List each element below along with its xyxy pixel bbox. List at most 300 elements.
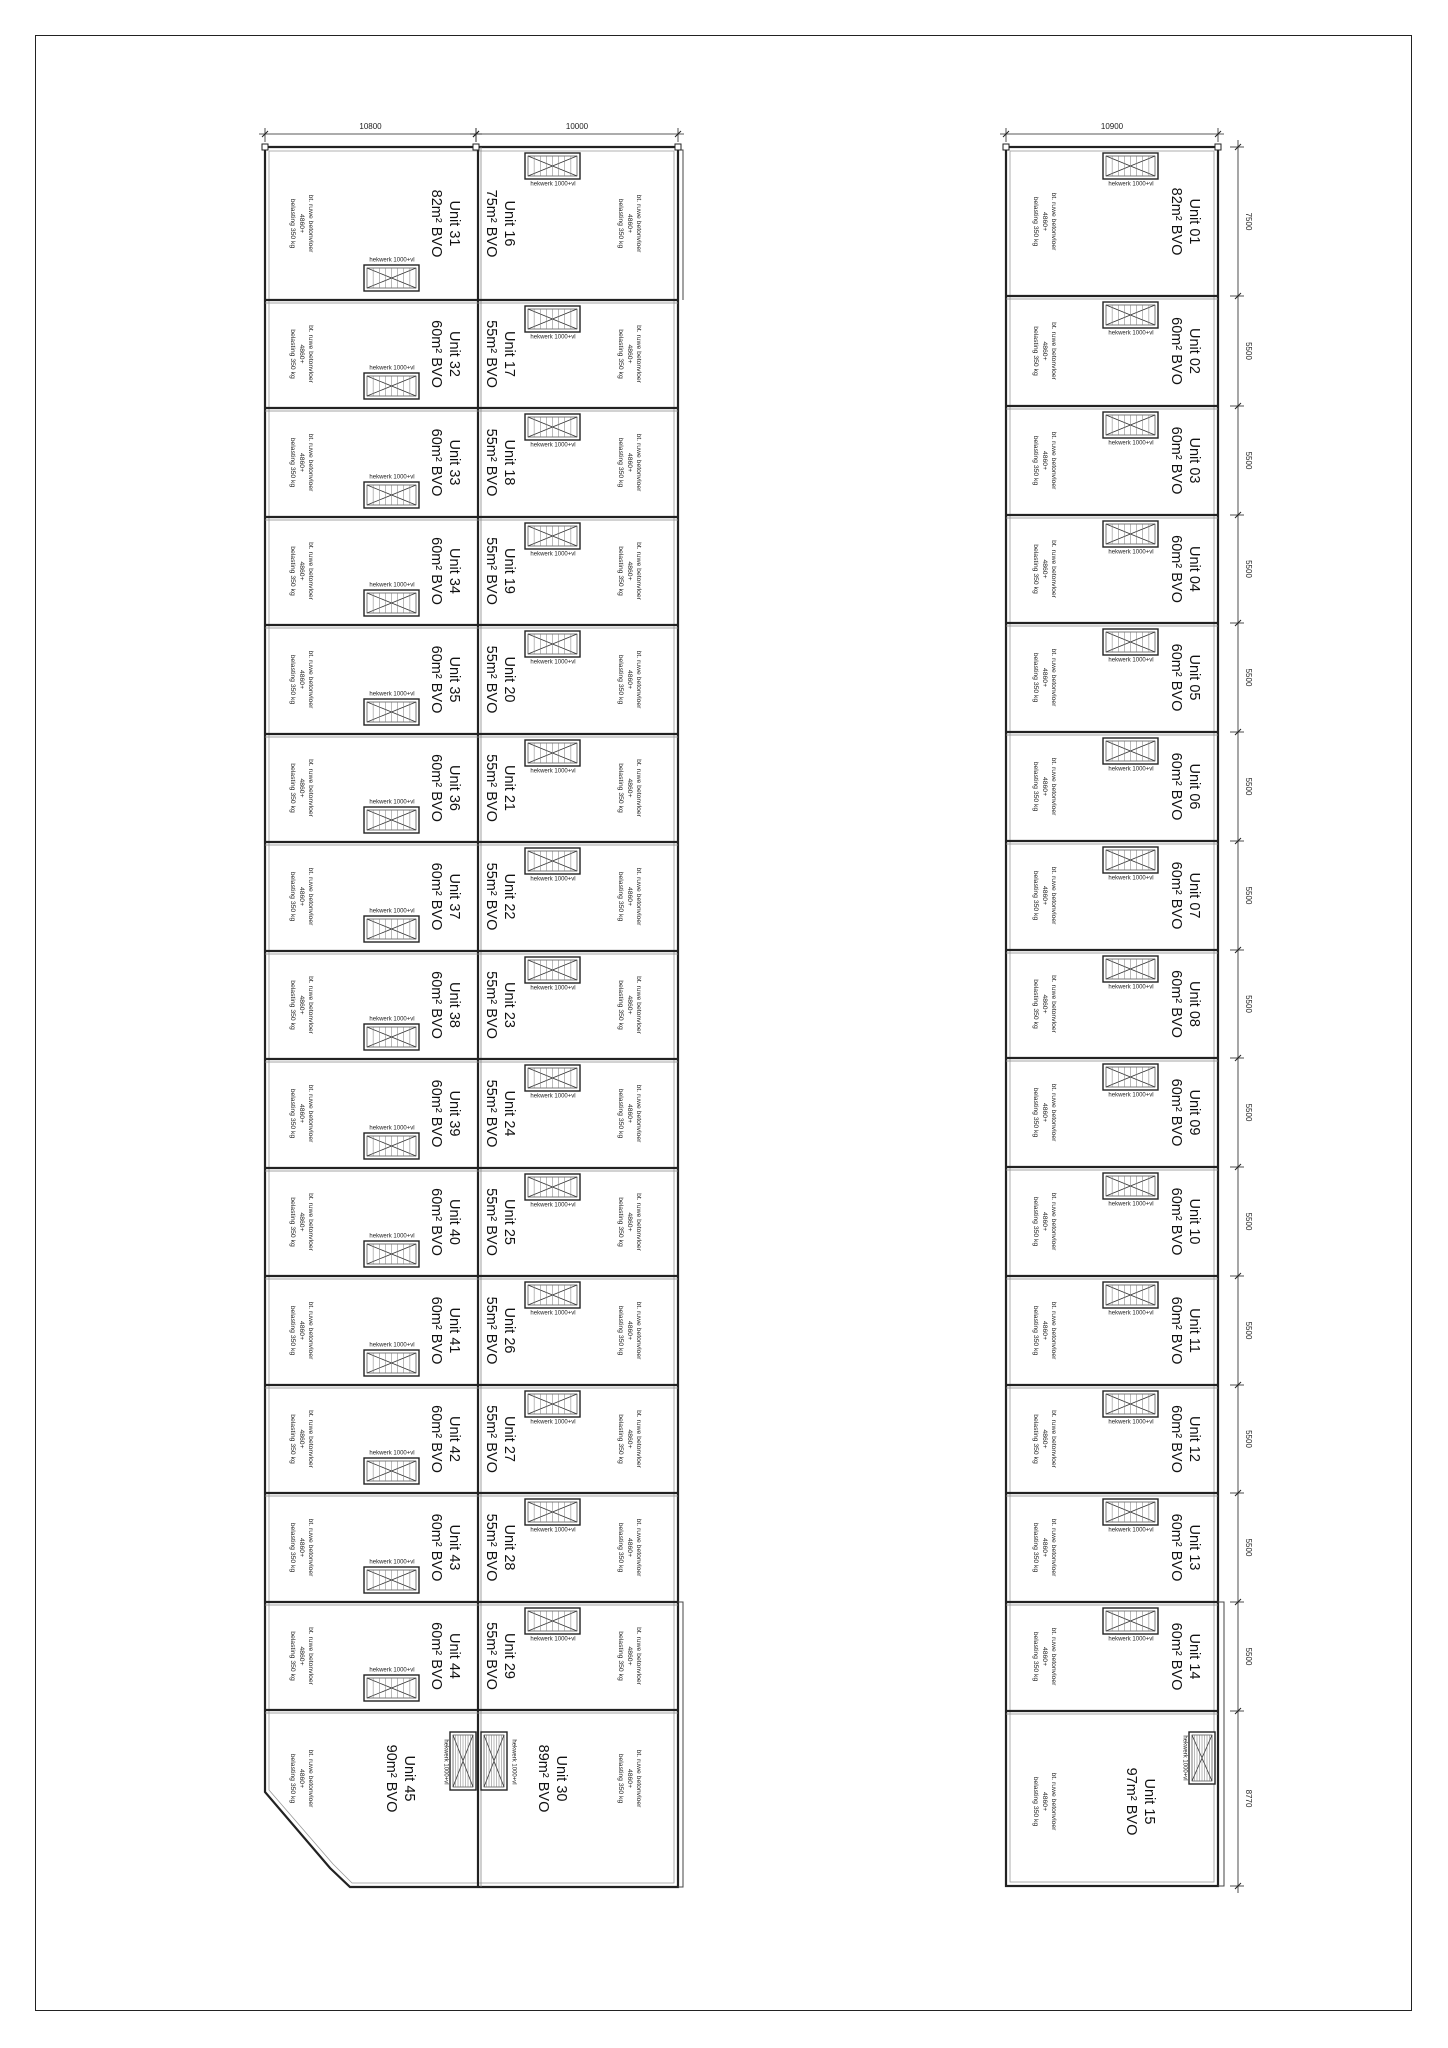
- hekwerk-hatch-08: [1103, 956, 1158, 982]
- floor-note-line: bt. ruwe betonvloer: [1050, 1518, 1058, 1577]
- floor-note-line: belasting 350 kg: [617, 1197, 625, 1247]
- unit-area: 55m² BVO: [483, 1513, 500, 1582]
- floor-note-03: [1032, 432, 1057, 491]
- unit-43: [428, 1514, 462, 1582]
- floor-note-34: [289, 542, 314, 601]
- floor-note-line: 4860+: [626, 669, 634, 690]
- floor-note-line: belasting 350 kg: [1032, 1776, 1040, 1827]
- unit-33: [428, 429, 462, 497]
- unit-name: Unit 21: [501, 765, 518, 811]
- column-marker: [1215, 144, 1221, 150]
- dim-label: 10900: [1100, 122, 1124, 131]
- unit-name: Unit 45: [401, 1755, 418, 1802]
- unit-area: 55m² BVO: [483, 862, 500, 931]
- hekwerk-hatch-37: [364, 916, 419, 942]
- hekwerk-hatch-23: [525, 957, 580, 983]
- floor-note-line: bt. ruwe betonvloer: [307, 867, 315, 926]
- hekwerk-label-06: hekwerk 1000+vl: [1108, 766, 1154, 773]
- unit-area: 60m² BVO: [1168, 426, 1185, 495]
- floor-note-line: bt. ruwe betonvloer: [635, 433, 643, 492]
- floor-note-line: bt. ruwe betonvloer: [307, 433, 315, 492]
- floor-note-line: belasting 350 kg: [289, 871, 297, 922]
- floor-note-line: belasting 350 kg: [289, 198, 297, 249]
- unit-name: Unit 44: [446, 1633, 463, 1679]
- floor-note-16: [617, 195, 642, 254]
- unit-37: [428, 863, 462, 931]
- hekwerk-hatch-32: [364, 373, 419, 399]
- floor-note-line: belasting 350 kg: [1032, 1522, 1040, 1573]
- floor-note-line: 4860+: [298, 1429, 306, 1449]
- floor-note-line: belasting 350 kg: [1032, 196, 1040, 247]
- floor-note-line: bt. ruwe betonvloer: [1050, 540, 1058, 598]
- hekwerk-label-11: hekwerk 1000+vl: [1108, 1310, 1154, 1317]
- hekwerk-hatch-38: [364, 1024, 419, 1050]
- floor-note-35: [289, 651, 314, 710]
- unit-name: Unit 04: [1186, 546, 1203, 592]
- hekwerk-hatch-15: [1189, 1732, 1215, 1784]
- hekwerk-label-33: hekwerk 1000+vl: [369, 474, 415, 481]
- unit-02: [1168, 317, 1202, 385]
- hekwerk-label-23: hekwerk 1000+vl: [530, 985, 576, 992]
- floor-note-line: 4860+: [1041, 776, 1049, 797]
- hekwerk-hatch-36: [364, 807, 419, 833]
- floor-note-line: bt. ruwe betonvloer: [307, 759, 315, 817]
- floor-note-36: [289, 759, 314, 818]
- hekwerk-label-34: hekwerk 1000+vl: [369, 582, 415, 589]
- unit-area: 55m² BVO: [483, 1188, 500, 1256]
- hekwerk-hatch-35: [364, 699, 419, 725]
- hekwerk-label-03: hekwerk 1000+vl: [1108, 440, 1154, 447]
- unit-40: [428, 1188, 462, 1256]
- unit-27: [483, 1405, 517, 1473]
- hekwerk-label-41: hekwerk 1000+vl: [369, 1342, 415, 1349]
- hekwerk-label-08: hekwerk 1000+vl: [1108, 984, 1154, 991]
- floor-note-line: belasting 350 kg: [617, 980, 625, 1030]
- unit-39: [428, 1080, 462, 1148]
- floor-note-37: [289, 868, 314, 927]
- unit-area: 55m² BVO: [483, 428, 500, 497]
- unit-name: Unit 35: [446, 656, 463, 703]
- unit-area: 60m² BVO: [428, 862, 445, 931]
- floor-note-line: bt. ruwe betonvloer: [635, 976, 643, 1034]
- floor-note-41: [289, 1302, 314, 1361]
- hekwerk-label-20: hekwerk 1000+vl: [530, 659, 576, 666]
- floor-note-line: 4860+: [626, 1646, 634, 1666]
- unit-10: [1168, 1188, 1202, 1256]
- unit-area: 60m² BVO: [1168, 317, 1185, 385]
- hekwerk-hatch-11: [1103, 1282, 1158, 1308]
- floor-note-line: belasting 350 kg: [289, 1088, 297, 1139]
- hekwerk-label-38: hekwerk 1000+vl: [369, 1016, 415, 1023]
- floor-note-line: bt. ruwe betonvloer: [1050, 1301, 1058, 1360]
- dim-label-row: 5500: [1243, 668, 1253, 687]
- floor-note-line: belasting 350 kg: [289, 1305, 297, 1356]
- dim-label: 10000: [565, 122, 589, 131]
- unit-name: Unit 05: [1186, 654, 1203, 701]
- dim-label-row: 7500: [1243, 212, 1253, 231]
- hekwerk-hatch-16: [525, 153, 580, 179]
- unit-area: 60m² BVO: [428, 428, 445, 497]
- floor-note-line: belasting 350 kg: [289, 1197, 297, 1247]
- unit-area: 82m² BVO: [428, 189, 445, 258]
- floor-note-06: [1032, 758, 1057, 817]
- unit-area: 55m² BVO: [483, 754, 500, 822]
- floor-note-line: 4860+: [1041, 211, 1049, 232]
- dim-label-row: 5500: [1243, 886, 1253, 905]
- unit-23: [483, 971, 517, 1039]
- unit-area: 60m² BVO: [1168, 861, 1185, 930]
- floor-note-line: 4860+: [1041, 1429, 1049, 1449]
- floor-note-10: [1032, 1193, 1057, 1252]
- unit-name: Unit 18: [501, 439, 518, 486]
- floor-note-line: belasting 350 kg: [1032, 435, 1040, 486]
- floor-note-line: 4860+: [298, 778, 306, 798]
- floor-note-line: 4860+: [298, 1646, 306, 1666]
- hekwerk-label-04: hekwerk 1000+vl: [1108, 549, 1154, 556]
- floor-note-line: belasting 350 kg: [289, 1631, 297, 1681]
- floor-note-line: belasting 350 kg: [617, 198, 625, 249]
- hekwerk-hatch-18: [525, 414, 580, 440]
- floor-note-line: belasting 350 kg: [617, 763, 625, 813]
- column-marker: [262, 144, 268, 150]
- hekwerk-label-30: hekwerk 1000+vl: [510, 1739, 517, 1785]
- hekwerk-hatch-22: [525, 848, 580, 874]
- floor-note-17: [617, 325, 642, 384]
- unit-name: Unit 25: [501, 1199, 518, 1245]
- floor-note-line: bt. ruwe betonvloer: [1050, 1192, 1058, 1251]
- floor-note-22: [617, 868, 642, 927]
- dim-label-row: 5500: [1243, 342, 1253, 360]
- unit-area: 60m² BVO: [1168, 1622, 1185, 1691]
- floor-note-line: 4860+: [298, 1212, 306, 1232]
- hekwerk-label-02: hekwerk 1000+vl: [1108, 330, 1154, 337]
- unit-name: Unit 23: [501, 982, 518, 1028]
- hekwerk-label-17: hekwerk 1000+vl: [530, 334, 576, 341]
- hekwerk-label-42: hekwerk 1000+vl: [369, 1450, 415, 1457]
- unit-area: 60m² BVO: [1168, 1296, 1185, 1365]
- floor-note-line: bt. ruwe betonvloer: [1050, 866, 1058, 925]
- dim-label-row: 5500: [1243, 1103, 1253, 1122]
- hekwerk-label-16: hekwerk 1000+vl: [530, 181, 576, 188]
- hekwerk-hatch-33: [364, 482, 419, 508]
- hekwerk-label-09: hekwerk 1000+vl: [1108, 1092, 1154, 1099]
- unit-32: [428, 320, 462, 388]
- unit-06: [1168, 753, 1202, 821]
- column-marker: [1003, 144, 1009, 150]
- floor-note-line: belasting 350 kg: [1032, 1196, 1040, 1247]
- unit-name: Unit 42: [446, 1416, 463, 1462]
- unit-name: Unit 31: [446, 200, 463, 247]
- floor-note-line: 4860+: [1041, 1791, 1049, 1812]
- floor-note-line: 4860+: [1041, 341, 1049, 361]
- floor-note-line: 4860+: [626, 1212, 634, 1232]
- floor-note-08: [1032, 975, 1057, 1034]
- unit-area: 60m² BVO: [1168, 1513, 1185, 1582]
- floor-note-line: bt. ruwe betonvloer: [1050, 322, 1058, 380]
- floor-note-42: [289, 1410, 314, 1469]
- floor-note-line: belasting 350 kg: [289, 1753, 297, 1804]
- hekwerk-hatch-04: [1103, 521, 1158, 547]
- floor-note-14: [1032, 1628, 1057, 1687]
- hekwerk-label-15: hekwerk 1000+vl: [1181, 1735, 1188, 1781]
- unit-name: Unit 16: [501, 200, 518, 247]
- floor-note-28: [617, 1519, 642, 1578]
- hekwerk-label-31: hekwerk 1000+vl: [369, 257, 415, 264]
- unit-03: [1168, 427, 1202, 495]
- hekwerk-label-10: hekwerk 1000+vl: [1108, 1201, 1154, 1208]
- floor-note-32: [289, 325, 314, 384]
- unit-name: Unit 33: [446, 439, 463, 486]
- unit-28: [483, 1514, 517, 1582]
- dim-label-row: 5500: [1243, 1321, 1253, 1340]
- hekwerk-label-24: hekwerk 1000+vl: [530, 1093, 576, 1100]
- unit-08: [1168, 970, 1202, 1038]
- unit-name: Unit 06: [1186, 763, 1203, 810]
- unit-name: Unit 38: [446, 982, 463, 1028]
- floor-note-line: bt. ruwe betonvloer: [307, 1518, 315, 1577]
- hekwerk-hatch-27: [525, 1391, 580, 1417]
- unit-name: Unit 24: [501, 1090, 518, 1137]
- unit-area: 60m² BVO: [1168, 643, 1185, 712]
- unit-area: 60m² BVO: [428, 1405, 445, 1473]
- floor-note-39: [289, 1085, 314, 1144]
- floor-note-line: bt. ruwe betonvloer: [307, 194, 315, 253]
- unit-area: 60m² BVO: [1168, 1187, 1185, 1256]
- floor-note-line: belasting 350 kg: [617, 871, 625, 922]
- hekwerk-hatch-34: [364, 590, 419, 616]
- column-marker: [675, 144, 681, 150]
- hekwerk-hatch-03: [1103, 412, 1158, 438]
- floor-note-line: 4860+: [298, 1320, 306, 1341]
- unit-area: 97m² BVO: [1123, 1767, 1140, 1836]
- unit-15: [1123, 1768, 1157, 1836]
- floor-note-line: 4860+: [298, 1537, 306, 1558]
- unit-13: [1168, 1514, 1202, 1582]
- unit-29: [483, 1622, 517, 1690]
- hekwerk-hatch-13: [1103, 1499, 1158, 1525]
- floor-note-line: bt. ruwe betonvloer: [307, 1193, 315, 1251]
- floor-note-02: [1032, 322, 1057, 381]
- hekwerk-hatch-10: [1103, 1173, 1158, 1199]
- floor-note-44: [289, 1627, 314, 1686]
- floor-note-line: bt. ruwe betonvloer: [635, 1193, 643, 1251]
- floor-note-line: belasting 350 kg: [617, 1631, 625, 1681]
- floor-note-line: bt. ruwe betonvloer: [307, 1301, 315, 1360]
- hekwerk-hatch-45: [450, 1732, 476, 1790]
- unit-area: 55m² BVO: [483, 320, 500, 388]
- hekwerk-label-19: hekwerk 1000+vl: [530, 551, 576, 558]
- floor-note-line: belasting 350 kg: [289, 437, 297, 488]
- floor-note-line: bt. ruwe betonvloer: [635, 325, 643, 383]
- floor-note-line: bt. ruwe betonvloer: [307, 976, 315, 1034]
- floor-note-line: 4860+: [626, 886, 634, 907]
- unit-18: [483, 429, 517, 497]
- hekwerk-label-28: hekwerk 1000+vl: [530, 1527, 576, 1534]
- floor-note-45: [289, 1750, 314, 1809]
- floor-note-line: 4860+: [1041, 1102, 1049, 1123]
- floor-note-line: belasting 350 kg: [617, 1522, 625, 1573]
- hekwerk-hatch-05: [1103, 629, 1158, 655]
- unit-16: [483, 190, 517, 258]
- floor-note-24: [617, 1085, 642, 1144]
- unit-area: 60m² BVO: [1168, 970, 1185, 1038]
- unit-area: 60m² BVO: [1168, 1405, 1185, 1473]
- floor-note-line: 4860+: [626, 561, 634, 581]
- floor-note-line: 4860+: [626, 1320, 634, 1341]
- floor-note-line: 4860+: [1041, 1211, 1049, 1232]
- unit-area: 60m² BVO: [428, 1622, 445, 1690]
- floor-note-line: 4860+: [298, 1103, 306, 1124]
- floor-note-line: belasting 350 kg: [289, 980, 297, 1030]
- hekwerk-hatch-39: [364, 1133, 419, 1159]
- hekwerk-hatch-01: [1103, 153, 1158, 179]
- floor-note-line: belasting 350 kg: [1032, 326, 1040, 376]
- floor-note-09: [1032, 1084, 1057, 1143]
- floor-note-line: 4860+: [298, 213, 306, 234]
- hekwerk-hatch-09: [1103, 1064, 1158, 1090]
- floor-note-line: bt. ruwe betonvloer: [1050, 975, 1058, 1033]
- hekwerk-label-36: hekwerk 1000+vl: [369, 799, 415, 806]
- floor-note-line: bt. ruwe betonvloer: [1050, 1083, 1058, 1142]
- floor-note-26: [617, 1302, 642, 1361]
- unit-area: 60m² BVO: [428, 1513, 445, 1582]
- floor-note-line: 4860+: [298, 344, 306, 364]
- unit-area: 60m² BVO: [1168, 1078, 1185, 1147]
- unit-name: Unit 07: [1186, 872, 1203, 919]
- walls: [262, 144, 1224, 1887]
- dim-label-row: 5500: [1243, 451, 1253, 470]
- unit-name: Unit 28: [501, 1524, 518, 1571]
- hekwerk-hatch-31: [364, 265, 419, 291]
- floor-note-line: bt. ruwe betonvloer: [307, 542, 315, 600]
- hekwerk-hatch-17: [525, 306, 580, 332]
- floor-note-33: [289, 434, 314, 493]
- floor-note-25: [617, 1193, 642, 1252]
- floor-note-line: 4860+: [1041, 450, 1049, 471]
- floor-note-line: 4860+: [298, 561, 306, 581]
- unit-name: Unit 17: [501, 331, 518, 377]
- floor-note-line: bt. ruwe betonvloer: [307, 1627, 315, 1685]
- unit-area: 60m² BVO: [1168, 752, 1185, 821]
- dim-label-row: 5500: [1243, 1430, 1253, 1448]
- floor-note-29: [617, 1627, 642, 1686]
- unit-name: Unit 11: [1186, 1308, 1203, 1353]
- unit-name: Unit 40: [446, 1199, 463, 1245]
- floor-note-line: bt. ruwe betonvloer: [635, 650, 643, 709]
- floor-note-line: bt. ruwe betonvloer: [635, 1084, 643, 1143]
- unit-area: 60m² BVO: [428, 320, 445, 388]
- hekwerk-label-05: hekwerk 1000+vl: [1108, 657, 1154, 664]
- unit-name: Unit 37: [446, 873, 463, 920]
- floor-note-line: bt. ruwe betonvloer: [635, 1627, 643, 1685]
- unit-name: Unit 12: [1186, 1416, 1203, 1462]
- floor-note-line: belasting 350 kg: [617, 329, 625, 379]
- floor-note-line: bt. ruwe betonvloer: [635, 867, 643, 926]
- hekwerk-label-27: hekwerk 1000+vl: [530, 1419, 576, 1426]
- unit-name: Unit 29: [501, 1633, 518, 1679]
- floor-note-line: belasting 350 kg: [1032, 1087, 1040, 1138]
- hekwerk-label-12: hekwerk 1000+vl: [1108, 1419, 1154, 1426]
- floor-note-line: bt. ruwe betonvloer: [635, 1410, 643, 1468]
- floor-note-line: bt. ruwe betonvloer: [1050, 1410, 1058, 1468]
- unit-19: [483, 537, 517, 605]
- hekwerk-label-29: hekwerk 1000+vl: [530, 1636, 576, 1643]
- dim-label-row: 5500: [1243, 995, 1253, 1013]
- unit-name: Unit 14: [1186, 1633, 1203, 1680]
- unit-name: Unit 13: [1186, 1524, 1203, 1571]
- unit-34: [428, 537, 462, 605]
- floor-note-line: 4860+: [626, 778, 634, 798]
- dim-label-row: 5500: [1243, 1647, 1253, 1666]
- unit-area: 60m² BVO: [428, 645, 445, 714]
- floor-note-line: bt. ruwe betonvloer: [1050, 648, 1058, 707]
- dim-label: 10800: [359, 122, 382, 131]
- hekwerk-hatch-06: [1103, 738, 1158, 764]
- unit-17: [483, 320, 517, 388]
- floor-note-line: 4860+: [1041, 885, 1049, 906]
- floor-note-line: bt. ruwe betonvloer: [307, 325, 315, 383]
- unit-name: Unit 01: [1186, 198, 1203, 245]
- unit-name: Unit 03: [1186, 437, 1203, 484]
- hekwerk-label-25: hekwerk 1000+vl: [530, 1202, 576, 1209]
- unit-45: [383, 1745, 417, 1813]
- floor-note-line: belasting 350 kg: [1032, 1305, 1040, 1356]
- dim-label-row: 5500: [1243, 1212, 1253, 1231]
- unit-area: 60m² BVO: [428, 1296, 445, 1365]
- unit-26: [483, 1297, 517, 1365]
- unit-area: 55m² BVO: [483, 1296, 500, 1365]
- floor-note-line: bt. ruwe betonvloer: [307, 650, 315, 709]
- hekwerk-label-01: hekwerk 1000+vl: [1108, 181, 1154, 188]
- floor-note-line: 4860+: [626, 213, 634, 234]
- floor-note-line: belasting 350 kg: [617, 1305, 625, 1356]
- unit-name: Unit 20: [501, 656, 518, 703]
- dim-label-row: 5500: [1243, 777, 1253, 796]
- floor-note-line: 4860+: [298, 886, 306, 907]
- unit-area: 75m² BVO: [483, 189, 500, 258]
- hekwerk-hatch-28: [525, 1499, 580, 1525]
- unit-area: 60m² BVO: [428, 1079, 445, 1148]
- hekwerk-label-32: hekwerk 1000+vl: [369, 365, 415, 372]
- floor-note-line: belasting 350 kg: [1032, 652, 1040, 703]
- hekwerk-hatch-43: [364, 1567, 419, 1593]
- unit-30: [535, 1745, 569, 1813]
- floor-note-04: [1032, 540, 1057, 599]
- hekwerk-label-14: hekwerk 1000+vl: [1108, 1636, 1154, 1643]
- hekwerk-label-40: hekwerk 1000+vl: [369, 1233, 415, 1240]
- unit-area: 90m² BVO: [383, 1744, 400, 1813]
- floor-note-line: bt. ruwe betonvloer: [1050, 192, 1058, 251]
- unit-name: Unit 10: [1186, 1198, 1203, 1245]
- floor-note-40: [289, 1193, 314, 1252]
- floor-note-23: [617, 976, 642, 1035]
- unit-41: [428, 1297, 462, 1365]
- unit-area: 55m² BVO: [483, 1622, 500, 1690]
- floor-note-line: 4860+: [1041, 994, 1049, 1014]
- hekwerk-label-26: hekwerk 1000+vl: [530, 1310, 576, 1317]
- unit-07: [1168, 862, 1202, 930]
- hekwerk-hatch-40: [364, 1241, 419, 1267]
- unit-20: [483, 646, 517, 714]
- unit-04: [1168, 535, 1202, 603]
- floor-note-27: [617, 1410, 642, 1469]
- floor-note-line: bt. ruwe betonvloer: [1050, 1772, 1058, 1831]
- floor-note-line: 4860+: [626, 452, 634, 473]
- unit-22: [483, 863, 517, 931]
- floor-note-18: [617, 434, 642, 493]
- floor-note-line: 4860+: [626, 1768, 634, 1789]
- floor-note-line: belasting 350 kg: [289, 654, 297, 705]
